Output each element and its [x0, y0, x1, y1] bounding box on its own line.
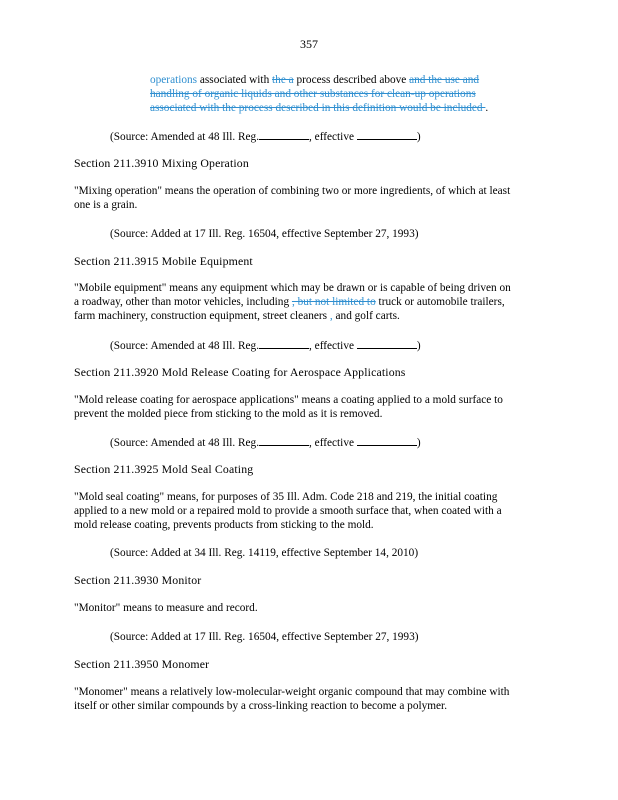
source-note: (Source: Amended at 48 Ill. Reg. , effective ): [110, 131, 421, 143]
source-note: (Source: Added at 17 Ill. Reg. 16504, effective September 27, 1993): [110, 228, 419, 240]
blank-line: [259, 435, 309, 446]
inserted-text: ,: [327, 310, 333, 322]
deleted-text: the a: [272, 74, 294, 86]
inserted-text: operations: [150, 74, 198, 86]
section-body: "Monitor" means to measure and record.: [74, 602, 258, 614]
intro-paragraph: operations associated with the a process described above and the use and handling of organic liquids and other substances for clean-up operations associated with the process described in this definition would be included .: [150, 74, 489, 114]
section-heading: Section 211.3915 Mobile Equipment: [74, 254, 253, 268]
deleted-text: associated with the process described in this definition would be included: [150, 102, 486, 114]
section-body: "Mobile equipment" means any equipment which may be drawn or is capable of being driven on a roadway, other than motor vehicles, including , but not limited to truck or automobile trailers, farm machinery, construction equipment, street cleaners , and golf carts.: [74, 282, 511, 322]
deleted-text: , but not limited to: [291, 296, 376, 308]
section-heading: Section 211.3920 Mold Release Coating for Aerospace Applications: [74, 365, 406, 379]
deleted-text: and the use and: [409, 74, 480, 86]
section-heading: Section 211.3950 Monomer: [74, 657, 210, 671]
blank-line: [357, 338, 417, 349]
section-body: "Mold seal coating" means, for purposes of 35 Ill. Adm. Code 218 and 219, the initial coating applied to a new mold or a repaired mold to provide a smooth surface that, when coated with a mold release coating, prevents products from sticking to the mold.: [74, 491, 502, 531]
section-heading: Section 211.3910 Mixing Operation: [74, 156, 249, 170]
deleted-text: handling of organic liquids and other substances for clean-up operations: [150, 88, 476, 100]
section-heading: Section 211.3925 Mold Seal Coating: [74, 462, 254, 476]
section-body: "Mold release coating for aerospace applications" means a coating applied to a mold surface to prevent the molded piece from sticking to the mold as it is removed.: [74, 394, 503, 420]
blank-line: [259, 338, 309, 349]
blank-line: [357, 435, 417, 446]
source-note: (Source: Amended at 48 Ill. Reg. , effective ): [110, 340, 421, 352]
section-body: "Mixing operation" means the operation of combining two or more ingredients, of which at least one is a grain.: [74, 185, 511, 211]
source-note: (Source: Added at 34 Ill. Reg. 14119, effective September 14, 2010): [110, 547, 419, 559]
section-heading: Section 211.3930 Monitor: [74, 573, 202, 587]
page-number: 357: [300, 37, 318, 51]
source-note: (Source: Added at 17 Ill. Reg. 16504, effective September 27, 1993): [110, 631, 419, 643]
section-body: "Monomer" means a relatively low-molecular-weight organic compound that may combine with itself or other similar compounds by a cross-linking reaction to become a polymer.: [74, 686, 510, 712]
blank-line: [357, 129, 417, 140]
source-note: (Source: Amended at 48 Ill. Reg. , effective ): [110, 437, 421, 449]
blank-line: [259, 129, 309, 140]
